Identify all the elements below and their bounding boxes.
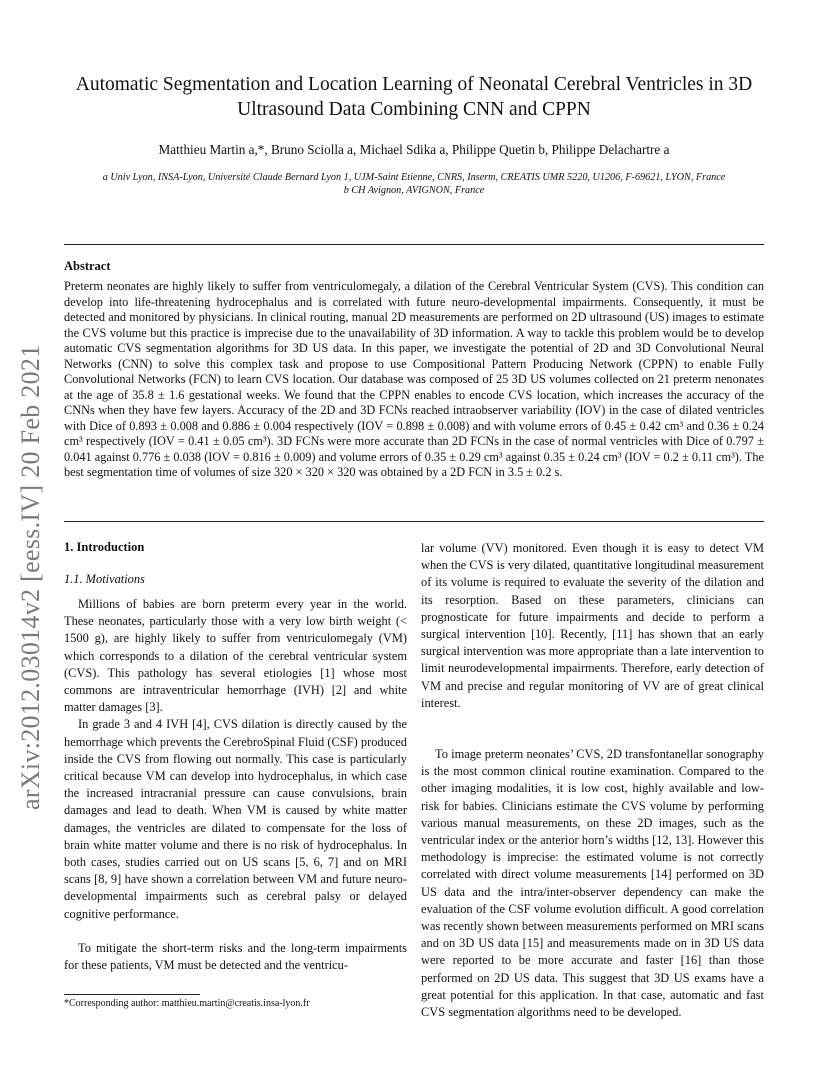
paper-title: Automatic Segmentation and Location Learning of Neonatal Cerebral Ventricles in 3D Ultrasound Data Combining CNN and CPPN [75, 74, 753, 120]
subsection-heading: 1.1. Motivations [64, 572, 145, 586]
abstract-heading: Abstract [64, 259, 111, 273]
left-paragraph-3: To mitigate the short-term risks and the long-term impairments for these patients, VM must be detected and the ventricu- [64, 940, 407, 973]
author-list: Matthieu Martin a,*, Bruno Sciolla a, Michael Sdika a, Philippe Quetin b, Philippe Delachartre a [158, 142, 670, 157]
affiliation-a: a Univ Lyon, INSA-Lyon, Université Claude Bernard Lyon 1, UJM-Saint Etienne, CNRS, Inserm, CREATIS UMR 5220, U1206, F-69621, LYON, France [102, 172, 726, 183]
left-column [64, 596, 407, 974]
affiliation-b: b CH Avignon, AVIGNON, France [343, 185, 485, 196]
abstract-text: Preterm neonates are highly likely to suffer from ventriculomegaly, a dilation of the Cerebral Ventricular System (CVS). This condition can develop into life-threatening hydrocephalus and is correlated with future neuro-developmental impairments. Consequently, it must be detected and monitored by physicians. In clinical routing, manual 2D measurements are performed on 2D ultrasound (US) images to estimate the CVS volume but this practice is imprecise due to the unavailability of 3D information. A way to tackle this problem would be to develop automatic CVS segmentation algorithms for 3D US data. In this paper, we investigate the potential of 2D and 3D Convolutional Neural Networks (CNN) to solve this complex task and propose to use Compositional Pattern Producing Network (CPPN) to enable Fully Convolutional Networks (FCN) to learn CVS location. Our database was composed of 25 3D US volumes collected on 21 preterm nenonates at the age of 35.8 ± 1.6 gestational weeks. We found that the CPPN enables to encode CVS location, which increases the accuracy of the CNNs when they have few layers. Accuracy of the 2D and 3D FCNs reached intraobserver variability (IOV) in the case of dilated ventricles with Dice of 0.893 ± 0.008 and 0.886 ± 0.004 respectively (IOV = 0.898 ± 0.008) and with volume errors of 0.45 ± 0.42 cm³ and 0.36 ± 0.24 cm³ respectively (IOV = 0.41 ± 0.05 cm³). 3D FCNs were more accurate than 2D FCNs in the case of normal ventricles with Dice of 0.797 ± 0.041 against 0.776 ± 0.038 (IOV = 0.816 ± 0.009) and volume errors of 0.35 ± 0.29 cm³ against 0.35 ± 0.24 cm³ (IOV = 0.2 ± 0.11 cm³). The best segmentation time of volumes of size 320 × 320 × 320 was obtained by a 2D FCN in 3.5 ± 0.2 s. [64, 279, 764, 479]
top-divider [64, 244, 764, 245]
right-column [421, 540, 764, 1021]
right-paragraph-1: lar volume (VV) monitored. Even though it is easy to detect VM when the CVS is very dilated, quantitative longitudinal measurement of its volume is required to evaluate the severity of the dilation and its resorption. Based on these parameters, clinicians can prognosticate for future impairments and decide to perform a surgical intervention [10]. Recently, [11] has shown that an early surgical intervention was more appropriate than a late intervention to limit neurodevelopmental impairments. Therefore, early detection of VM and precise and regular monitoring of VV are of great clinical interest. [421, 541, 764, 710]
arxiv-identifier-stamp: arXiv:2012.03014v2 [eess.IV] 20 Feb 2021 [16, 344, 45, 810]
section-heading: 1. Introduction [64, 540, 145, 554]
right-paragraph-2: To image preterm neonates’ CVS, 2D transfontanellar sonography is the most common clinical routine examination. Compared to the other imaging modalities, it is low cost, highly available and low-risk for babies. Clinicians estimate the CVS volume by performing various manual measurements, on these 2D images, such as the ventricular index or the anterior horn’s widths [12, 13]. However this methodology is imprecise: the estimated volume is not correctly correlated with direct volume measurements [14] performed on 3D US data and the intra/inter-observer dependency can make the evaluation of the CSF volume evolution difficult. A good correlation was recently shown between measurements performed on MRI scans and on 3D US data [15] and measurements made on in 3D US data were reported to be more accurate and faster [16] than those performed on 2D US data. This suggest that 3D US exams have a great potential for this application. In that case, automatic and fast CVS segmentation algorithms need to be developed. [421, 747, 764, 1020]
left-paragraph-1: Millions of babies are born preterm every year in the world. These neonates, particularly those with a very low birth weight (< 1500 g), are highly likely to suffer from ventriculomegaly (VM) which corresponds to a dilation of the cerebral ventricular system (CVS). This pathology has several etiologies [1] whose most commons are intraventricular hemorrhage (IVH) [2] and white matter damages [3]. [64, 597, 407, 715]
footnote-text: *Corresponding author: matthieu.martin@creatis.insa-lyon.fr [64, 998, 310, 1009]
left-paragraph-2: In grade 3 and 4 IVH [4], CVS dilation is directly caused by the hemorrhage which prevents the CerebroSpinal Fluid (CSF) produced inside the CVS from flowing out normally. This case is particularly critical because VM can develop into hydrocephalus, in which case the increased intracranial pressure can cause convulsions, brain damages and lead to death. When VM is caused by white matter damages, the ventricles are dilated to compensate for the loss of brain white matter volume and there is no risk of hydrocephalus. In both cases, studies carried out on US scans [5, 6, 7] and on MRI scans [8, 9] have shown a correlation between VM and future neuro-developmental impairments such as cerebral palsy or delayed cognitive performance. [64, 717, 407, 921]
footnote-divider [64, 994, 200, 995]
abstract-divider [64, 521, 764, 522]
